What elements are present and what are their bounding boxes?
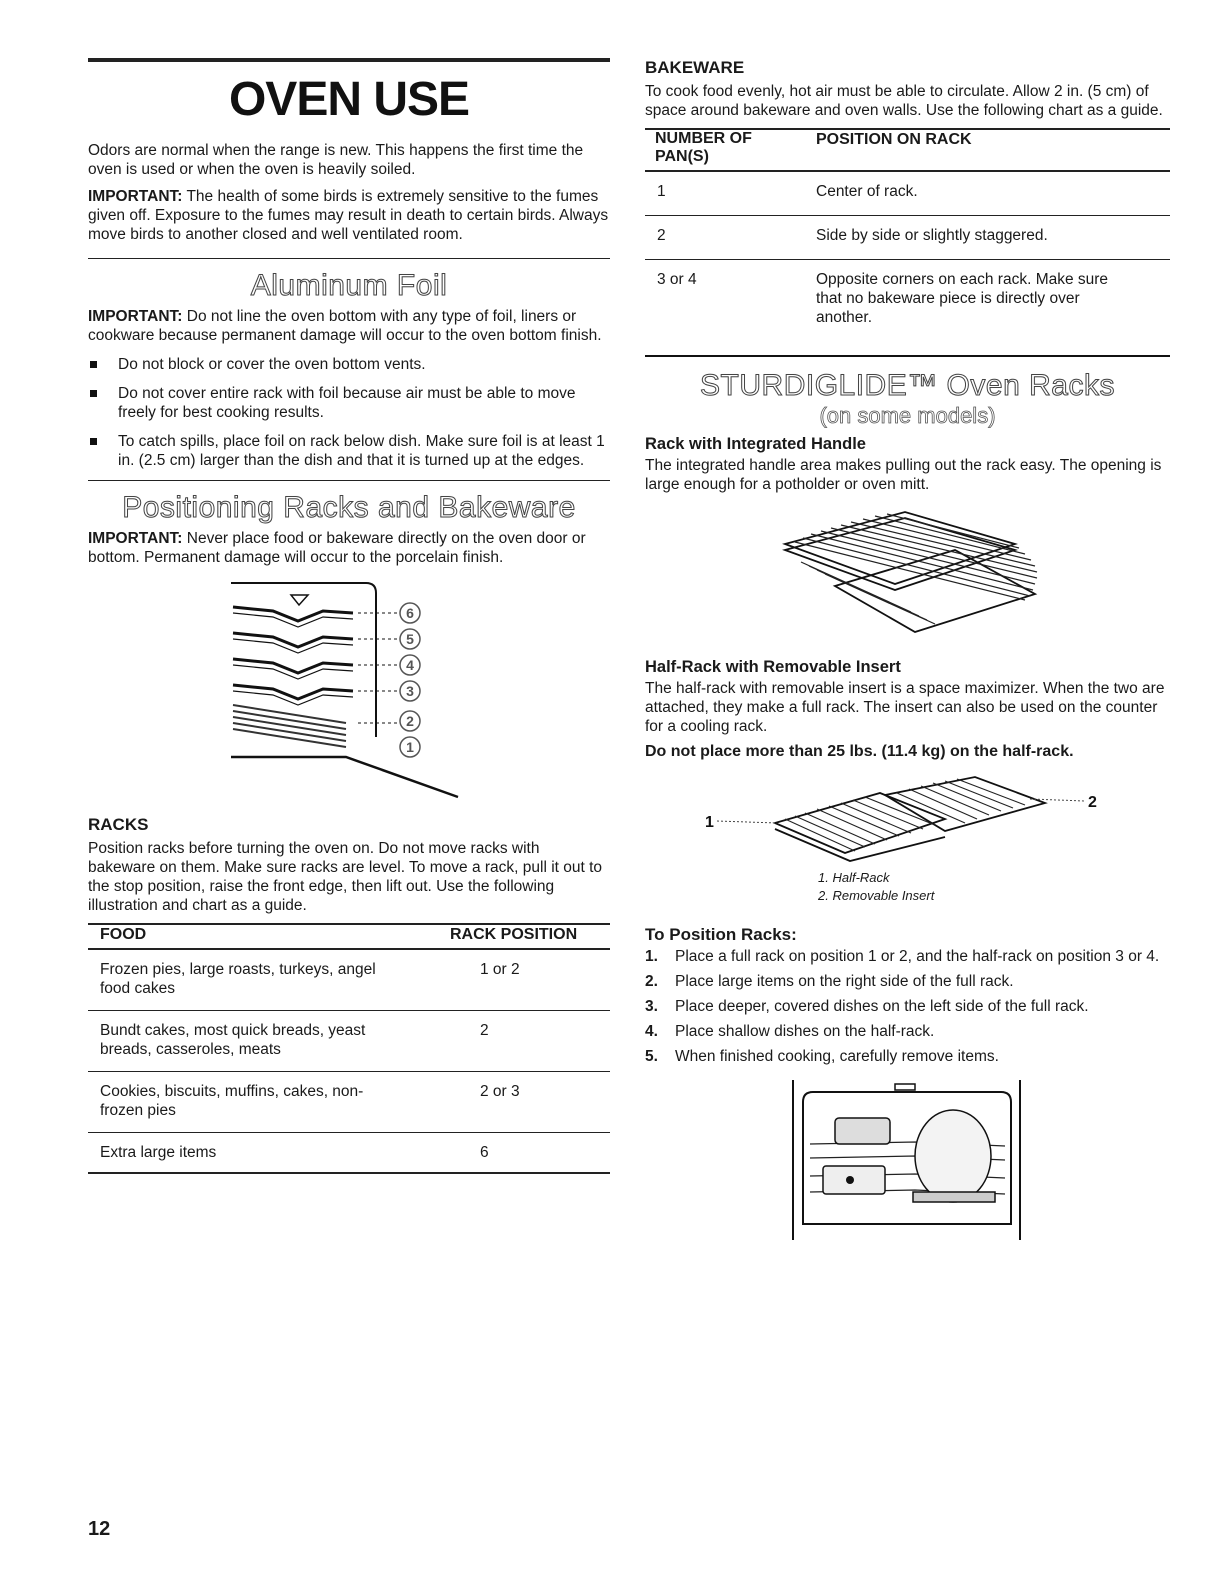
rack-number-label: 5 xyxy=(406,631,414,647)
food-cell: Frozen pies, large roasts, turkeys, angel food cakes xyxy=(100,961,376,997)
sturdiglide-heading: STURDIGLIDE™ Oven Racks xyxy=(700,369,1115,402)
table-row xyxy=(645,182,1170,215)
col-food-header: FOOD xyxy=(100,926,147,943)
foil-bullets xyxy=(88,355,610,470)
list-item: Do not block or cover the oven bottom vents. xyxy=(88,355,610,374)
row-divider xyxy=(88,1010,610,1011)
table-header-rule xyxy=(88,948,610,950)
list-item xyxy=(645,947,1170,966)
rack-number-label: 2 xyxy=(406,713,414,729)
half-rack-text: The half-rack with removable insert is a space maximizer. When the two are attached, they make a full rack. The insert can also be used on the counter for a cooling rack. xyxy=(645,680,1165,735)
intro-text: Odors are normal when the range is new. This happens the first time the oven is used or when the oven is heavily soiled. xyxy=(88,142,584,178)
sturdiglide-subheading: (on some models) xyxy=(819,403,996,428)
step-text: When finished cooking, carefully remove items. xyxy=(675,1048,999,1065)
important-birds xyxy=(88,187,610,244)
rack-number-label: 6 xyxy=(406,605,414,621)
half-rack-heading: Half-Rack with Removable Insert xyxy=(645,658,901,676)
step-text: Place deeper, covered dishes on the left side of the full rack. xyxy=(675,998,1089,1015)
table-header-row xyxy=(645,130,1170,166)
pan-position-table xyxy=(645,130,1170,355)
bakeware-heading: BAKEWARE xyxy=(645,58,745,77)
important-label: IMPORTANT: xyxy=(88,308,183,325)
step-number: 1. xyxy=(645,948,658,965)
oven-racks-svg xyxy=(88,577,610,809)
table-row xyxy=(645,270,1170,355)
caption-half-rack: 1. Half-Rack xyxy=(818,870,890,885)
step-text: Place large items on the right side of the full rack. xyxy=(675,973,1014,990)
position-cell: 2 or 3 xyxy=(480,1083,520,1100)
step-number: 2. xyxy=(645,973,658,990)
pans-cell: 3 or 4 xyxy=(657,271,697,288)
pans-cell: 2 xyxy=(657,227,666,244)
integrated-text: The integrated handle area makes pulling out the rack easy. The opening is large enough for a potholder or oven mitt. xyxy=(645,457,1162,493)
position-cell: 2 xyxy=(480,1022,489,1039)
rack-number-circles xyxy=(400,603,420,757)
food-rack-table xyxy=(88,925,610,1172)
positioning-important-text: Never place food or bakeware directly on the oven door or bottom. Permanent damage will occur to the porcelain finish. xyxy=(88,530,586,566)
row-divider xyxy=(645,215,1170,216)
foil-heading: Aluminum Foil xyxy=(250,269,448,302)
half-rack-captions xyxy=(818,869,934,905)
col-position-header: RACK POSITION xyxy=(450,926,578,943)
racks-text: Position racks before turning the oven on. Do not move racks with bakeware on them. Make sure racks are level. To move a rack, pull it out to the stop position, raise the front edge, then lift out. Use the following illustration and chart as a guide. xyxy=(88,840,603,914)
position-steps xyxy=(645,947,1170,1066)
list-item: Do not cover entire rack with foil because air must be able to move freely for best cooking results. xyxy=(88,384,610,422)
racks-heading: RACKS xyxy=(88,815,149,834)
page-number: 12 xyxy=(88,1518,111,1540)
title-rule xyxy=(88,58,610,62)
step-number: 4. xyxy=(645,1023,658,1040)
table-row xyxy=(88,1082,610,1132)
pans-cell: 1 xyxy=(657,183,666,200)
list-item xyxy=(645,1047,1170,1066)
foil-important-text: Do not line the oven bottom with any type of foil, liners or cookware because permanent damage will occur to the oven bottom finish. xyxy=(88,308,602,344)
step-text: Place a full rack on position 1 or 2, and the half-rack on position 3 or 4. xyxy=(675,948,1160,965)
important-birds-text: The health of some birds is extremely sensitive to the fumes given off. Exposure to the fumes may result in death to certain birds. Always move birds to another closed and well ventilated room. xyxy=(88,188,609,243)
list-item: To catch spills, place foil on rack below dish. Make sure foil is at least 1 in. (2.5 cm) larger than the dish and that it is turned up at the edges. xyxy=(88,432,610,470)
rack-svg xyxy=(645,504,1170,652)
list-item xyxy=(645,1022,1170,1041)
col-pans-header: NUMBER OF PAN(S) xyxy=(655,130,752,165)
positioning-heading: Positioning Racks and Bakeware xyxy=(122,491,576,524)
step-number: 5. xyxy=(645,1048,658,1065)
table-row xyxy=(88,1021,610,1071)
position-cell: Opposite corners on each rack. Make sure that no bakeware piece is directly over another. xyxy=(816,271,1109,326)
page-title: OVEN USE xyxy=(228,73,470,126)
table-header-row xyxy=(88,925,610,944)
important-label: IMPORTANT: xyxy=(88,188,183,205)
position-racks-heading: To Position Racks: xyxy=(645,925,797,944)
callout-removable-insert: 2 xyxy=(1088,794,1097,811)
divider xyxy=(88,480,610,481)
table-bottom-rule xyxy=(88,1172,610,1174)
rack-number-label: 1 xyxy=(406,739,414,755)
row-divider xyxy=(645,259,1170,260)
table-row xyxy=(88,960,610,1010)
left-column xyxy=(88,58,610,1174)
list-item xyxy=(645,972,1170,991)
positioning-important xyxy=(88,529,610,567)
position-cell: Center of rack. xyxy=(816,183,918,200)
col-position-header: POSITION ON RACK xyxy=(816,131,972,148)
food-cell: Extra large items xyxy=(100,1144,217,1161)
row-divider xyxy=(88,1132,610,1133)
caption-removable-insert: 2. Removable Insert xyxy=(818,888,935,903)
step-number: 3. xyxy=(645,998,658,1015)
important-label: IMPORTANT: xyxy=(88,530,183,547)
divider xyxy=(88,258,610,259)
table-header-rule xyxy=(645,170,1170,172)
row-divider xyxy=(88,1071,610,1072)
half-rack-warning: Do not place more than 25 lbs. (11.4 kg) on the half-rack. xyxy=(645,743,1074,760)
foil-important xyxy=(88,307,610,345)
food-cell: Cookies, biscuits, muffins, cakes, non-frozen pies xyxy=(100,1083,364,1119)
section-divider xyxy=(645,355,1170,357)
rack-positions-illustration xyxy=(88,577,610,809)
half-rack-illustration xyxy=(645,773,1170,913)
right-column xyxy=(645,58,1170,1242)
position-cell: Side by side or slightly staggered. xyxy=(816,227,1048,244)
position-cell: 1 or 2 xyxy=(480,961,520,978)
step-text: Place shallow dishes on the half-rack. xyxy=(675,1023,935,1040)
rack-number-label: 3 xyxy=(406,683,414,699)
food-cell: Bundt cakes, most quick breads, yeast breads, casseroles, meats xyxy=(100,1022,366,1058)
bakeware-text: To cook food evenly, hot air must be able to circulate. Allow 2 in. (5 cm) of space around bakeware and oven walls. Use the following chart as a guide. xyxy=(645,83,1163,119)
callout-half-rack: 1 xyxy=(705,814,714,831)
integrated-heading: Rack with Integrated Handle xyxy=(645,435,866,453)
table-row xyxy=(88,1143,610,1172)
position-cell: 6 xyxy=(480,1144,489,1161)
rack-number-label: 4 xyxy=(406,657,414,673)
integrated-rack-illustration xyxy=(645,504,1170,652)
loaded-oven-svg xyxy=(645,1074,1170,1242)
list-item xyxy=(645,997,1170,1016)
table-row xyxy=(645,226,1170,259)
loaded-oven-illustration xyxy=(645,1074,1170,1242)
